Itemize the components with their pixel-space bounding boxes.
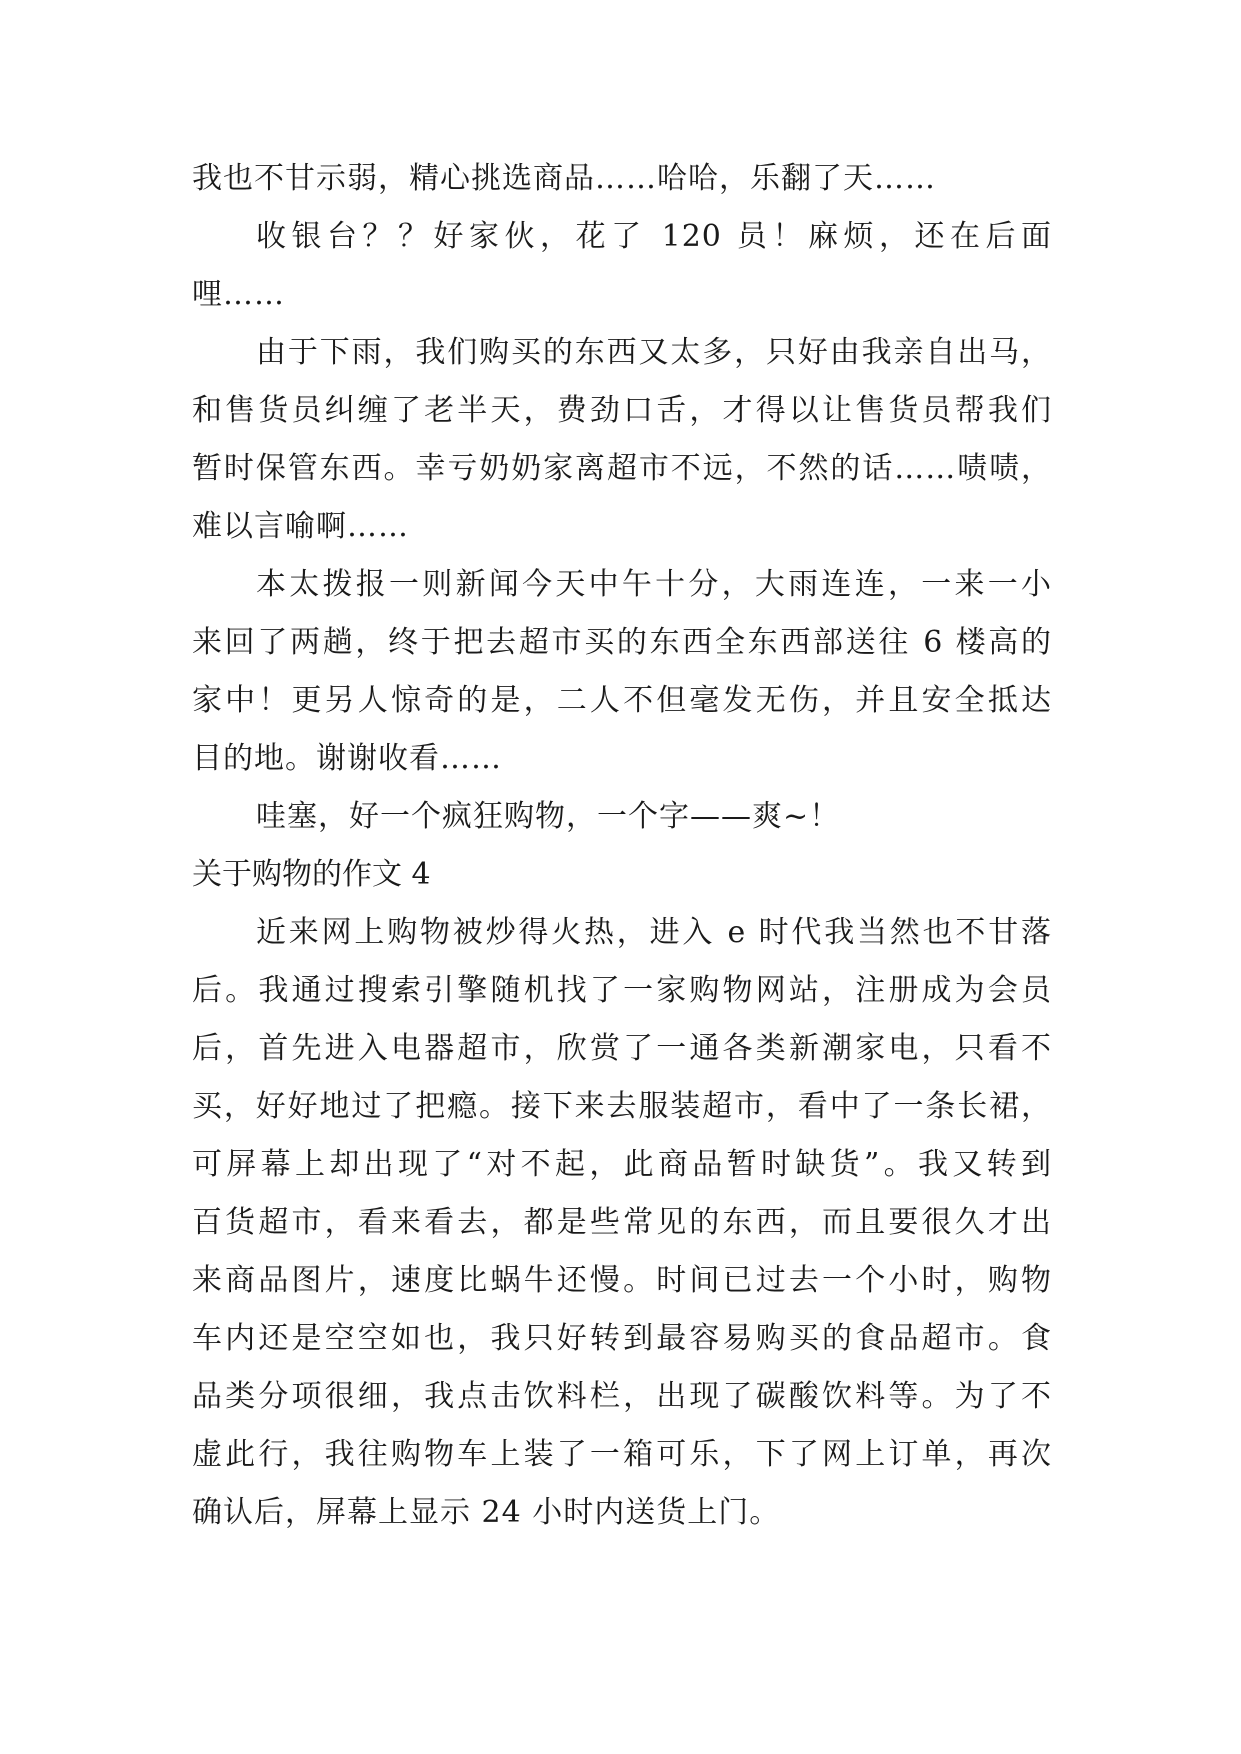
document-page (192, 150, 1052, 1542)
paragraph-line: 本太拨报一则新闻今天中午十分，大雨连连，一来一小 (256, 567, 1052, 602)
paragraph-line: 收银台？？好家伙，花了 120 员！麻烦，还在后面 (256, 219, 1052, 254)
paragraph-line: 后，首先进入电器超市，欣赏了一通各类新潮家电，只看不 (192, 1031, 1052, 1066)
paragraph-line: 难以言喻啊…… (192, 509, 409, 544)
paragraph-line: 我也不甘示弱，精心挑选商品……哈哈，乐翻了天…… (192, 161, 936, 196)
paragraph-line: 来回了两趟，终于把去超市买的东西全东西部送往 6 楼高的 (192, 625, 1052, 660)
paragraph-line: 哇塞，好一个疯狂购物，一个字——爽~！ (256, 799, 841, 834)
paragraph-line: 后。我通过搜索引擎随机找了一家购物网站，注册成为会员 (192, 973, 1052, 1008)
paragraph-line: 虚此行，我往购物车上装了一箱可乐，下了网上订单，再次 (192, 1437, 1052, 1472)
paragraph-line: 可屏幕上却出现了“对不起，此商品暂时缺货”。我又转到 (192, 1147, 1052, 1182)
paragraph-line: 车内还是空空如也，我只好转到最容易购买的食品超市。食 (192, 1321, 1052, 1356)
paragraph-line: 百货超市，看来看去，都是些常见的东西，而且要很久才出 (192, 1205, 1052, 1240)
section-heading: 关于购物的作文 4 (192, 857, 431, 892)
paragraph-line: 和售货员纠缠了老半天，费劲口舌，才得以让售货员帮我们 (192, 393, 1052, 428)
paragraph-line: 哩…… (192, 277, 285, 312)
paragraph-line: 目的地。谢谢收看…… (192, 741, 502, 776)
paragraph-line: 家中！更另人惊奇的是，二人不但毫发无伤，并且安全抵达 (192, 683, 1052, 718)
paragraph-line: 来商品图片，速度比蜗牛还慢。时间已过去一个小时，购物 (192, 1263, 1052, 1298)
paragraph-line: 近来网上购物被炒得火热，进入 e 时代我当然也不甘落 (256, 915, 1052, 950)
paragraph-line: 由于下雨，我们购买的东西又太多，只好由我亲自出马， (256, 335, 1052, 370)
paragraph-line: 买，好好地过了把瘾。接下来去服装超市，看中了一条长裙， (192, 1089, 1052, 1124)
paragraph-line: 品类分项很细，我点击饮料栏，出现了碳酸饮料等。为了不 (192, 1379, 1052, 1414)
paragraph-line: 暂时保管东西。幸亏奶奶家离超市不远，不然的话……啧啧， (192, 451, 1052, 486)
paragraph-line: 确认后，屏幕上显示 24 小时内送货上门。 (192, 1495, 781, 1530)
